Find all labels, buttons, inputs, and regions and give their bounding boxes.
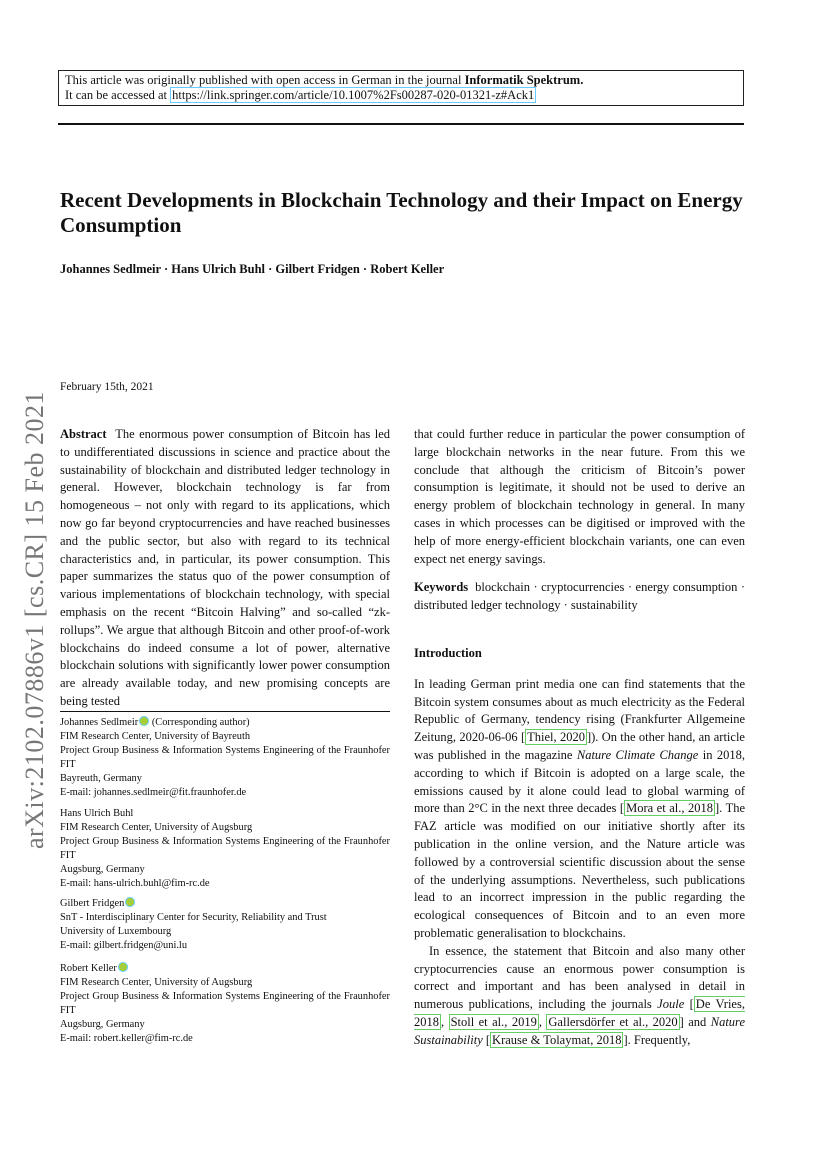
affil-line: Augsburg, Germany [60,864,145,875]
arxiv-sidebar [14,360,56,880]
affiliation-keller [60,962,390,1046]
left-column [60,426,390,711]
orcid-icon[interactable] [139,716,149,726]
header-rule [58,123,744,125]
affil-line: FIM Research Center, University of Augsburg [60,822,253,833]
affil-line: Project Group Business & Information Systems Engineering of the Fraunhofer FIT [60,836,390,861]
keywords [414,579,745,615]
open-access-notice [58,70,744,106]
abstract [60,426,390,711]
affil-name: Hans Ulrich Buhl [60,808,134,819]
citation-link[interactable]: Krause & Tolaymat, 2018 [492,1032,622,1047]
notice-text: This article was originally published with open access in German in the journal [65,73,465,87]
notice-journal: Informatik Spektrum. [464,73,584,87]
article-link[interactable]: https://link.springer.com/article/10.1007%2Fs00287-020-01321-z#Ack1 [172,88,535,102]
affil-line: Augsburg, Germany [60,1019,145,1030]
affil-name: Gilbert Fridgen [60,898,125,909]
abstract-text: The enormous power consumption of Bitcoin has led to undifferentiated discussions in science and practice about the sustainability of blockchain and distributed ledger technology in general. However, blockchain technology is far from homogeneous – not only with regard to its applications, which now go far beyond cryptocurrencies and have reached businesses and the public sector, but also with regard to its technical characteristics and, in particular, its power consumption. This paper summarizes the status quo of the power consumption of various implementations of blockchain technology, with special emphasis on the recent “Bitcoin Halving” and so-called “zk-rollups”. We argue that although Bitcoin and other proof-of-work blockchains do indeed consume a lot of power, alternative blockchain solutions with significantly lower power consumption are already available today, and new promising concepts are being tested [60,427,390,708]
abstract-heading: Abstract [60,427,107,441]
keywords-heading: Keywords [414,580,469,595]
affil-email: E-mail: robert.keller@fim-rc.de [60,1033,193,1044]
citation-link[interactable]: Thiel, 2020 [527,730,585,745]
orcid-icon[interactable] [125,897,135,907]
affil-name: Johannes Sedlmeir [60,717,139,728]
intro-paragraph-1: In leading German print media one can find statements that the Bitcoin system consumes about as much electricity as the Federal Republic of Germany, tendency rising (Frankfurter Allgemeine Zeitung, 2020-06-06 [ Thiel, 2020 ]). On the other hand, an article was published in the magazine Nature Climate Change in 2018, according to which if Bitcoin is adopted on a large scale, the emissions caused by it alone could lead to global warming of more than 2°C in the next three decades [ Mora et al., 2018 ]. The FAZ article was modified on our initiative shortly after its publication in the online version, and the Nature article was followed by a controversial scientific discussion about the sense of the underlying assumptions. Nevertheless, such publications lead to an incorrect impression in the public regarding the ecological consequences of Bitcoin and to an even more problematic generalisation to blockchains. [414,676,746,940]
citation-link[interactable]: Gallersdörfer et al., 2020 [548,1014,678,1029]
affiliation-fridgen [60,897,390,953]
arxiv-id: arXiv:2102.07886v1 [cs.CR] 15 Feb 2021 [20,390,49,850]
affil-email: E-mail: gilbert.fridgen@uni.lu [60,940,188,951]
affil-line: Project Group Business & Information Systems Engineering of the Fraunhofer FIT [60,991,390,1016]
affil-line: Bayreuth, Germany [60,773,142,784]
paper-title: Recent Developments in Blockchain Technology and their Impact on Energy Consumption [60,188,743,237]
affil-name: Robert Keller [60,963,117,974]
affil-note: (Corresponding author) [149,717,250,728]
affil-line: Project Group Business & Information Systems Engineering of the Fraunhofer FIT [60,745,390,770]
section-heading-introduction: Introduction [414,645,482,660]
affil-email: E-mail: johannes.sedlmeir@fit.fraunhofer.de [60,787,247,798]
keywords-text: blockchain · cryptocurrencies · energy consumption · distributed ledger technology · sustainability [414,580,746,613]
affil-email: E-mail: hans-ulrich.buhl@fim-rc.de [60,878,210,889]
affil-line: University of Luxembourg [60,926,172,937]
orcid-icon[interactable] [118,962,128,972]
affiliation-sedlmeir [60,716,390,800]
footnote-rule [60,711,390,712]
affil-line: FIM Research Center, University of Augsburg [60,977,253,988]
author-list: Johannes Sedlmeir · Hans Ulrich Buhl · Gilbert Fridgen · Robert Keller [60,262,445,276]
abstract-continued: that could further reduce in particular the power consumption of large blockchain networks in the near future. From this we conclude that although the criticism of Bitcoin’s power consumption is legitimate, it should not be used to derive an energy problem of blockchain technology in general. In many cases in which processes can be digitised or improved with the help of more energy-efficient blockchain variants, one can even expect net energy savings. [414,427,745,566]
affil-line: FIM Research Center, University of Bayreuth [60,731,251,742]
notice-text-2: It can be accessed at [65,88,171,102]
citation-link[interactable]: De Vries, 2018 [414,997,745,1029]
affil-line: SnT - Interdisciplinary Center for Security, Reliability and Trust [60,912,327,923]
intro-paragraph-2: In essence, the statement that Bitcoin and also many other cryptocurrencies cause an enormous power consumption is correct and important and has been analysed in detail in numerous publications, including the journals Joule [ De Vries, 2018 , Stoll et al., 2019 , Gallersdörfer et al., 2020 ] and Nature Sustainability [ Krause & Tolaymat, 2018 ]. Frequently, [414,943,746,1047]
right-column [414,426,745,1050]
paper-date: February 15th, 2021 [60,381,154,393]
citation-link[interactable]: Mora et al., 2018 [626,801,713,816]
citation-link[interactable]: Stoll et al., 2019 [450,1014,537,1029]
affiliation-buhl [60,807,390,891]
